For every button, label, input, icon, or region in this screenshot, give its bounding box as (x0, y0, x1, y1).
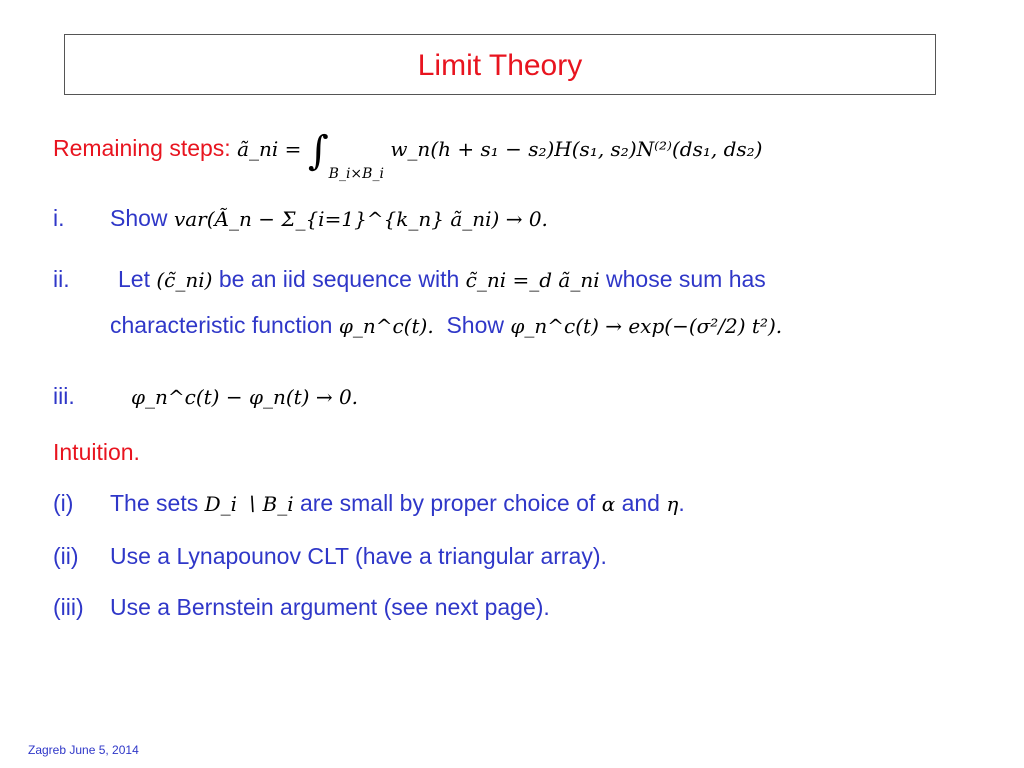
intuition-i-and: and (621, 490, 660, 516)
step-i-text (110, 205, 548, 232)
intuition-i-alpha: α (601, 492, 616, 516)
remaining-eq-lhs: ã_ni = (237, 137, 302, 161)
integral-subscript: B_i×B_i (328, 166, 384, 182)
step-ii-limit: φ_n^c(t) → exp(−(σ²/2) t²). (510, 314, 783, 338)
intuition-i-pre: The sets (110, 490, 199, 516)
step-ii-marker: ii. (53, 266, 70, 292)
integral-symbol: ∫ (307, 128, 329, 174)
intuition-i-mid: are small by proper choice of (299, 490, 596, 516)
intuition-i-marker: (i) (53, 490, 74, 516)
intuition-heading: Intuition. (53, 439, 140, 465)
step-i-show: Show (110, 205, 168, 231)
remaining-steps-label: Remaining steps: (53, 135, 231, 161)
step-ii-eq: c̃_ni =_d ã_ni (465, 268, 600, 292)
step-ii-phi: φ_n^c(t). (338, 314, 434, 338)
remaining-eq-rhs: w_n(h + s₁ − s₂)H(s₁, s₂)N⁽²⁾(ds₁, ds₂) (390, 137, 763, 161)
step-ii-show: Show (446, 312, 504, 338)
step-ii-line1 (118, 266, 766, 293)
intuition-i-math1: D_i ∖ B_i (204, 492, 294, 516)
step-iii-marker: iii. (53, 383, 75, 409)
footer: Zagreb June 5, 2014 (28, 743, 139, 757)
intuition-i-text (110, 490, 685, 517)
intuition-ii-marker: (ii) (53, 543, 79, 569)
intuition-iii-text: Use a Bernstein argument (see next page). (110, 594, 550, 620)
step-ii-mid: be an iid sequence with (218, 266, 460, 292)
step-ii-line2 (110, 312, 782, 339)
intuition-i-end: . (678, 490, 685, 516)
remaining-steps-line (53, 128, 762, 182)
step-ii-let: Let (118, 266, 150, 292)
title-box (64, 34, 936, 95)
slide-title: Limit Theory (417, 49, 583, 82)
step-i-marker: i. (53, 205, 65, 231)
step-ii-tail: whose sum has (606, 266, 766, 292)
intuition-iii-marker: (iii) (53, 594, 84, 620)
step-ii-seq: (c̃_ni) (156, 268, 213, 292)
step-i-expr: var(Ã_n − Σ_{i=1}^{k_n} ã_ni) → 0. (173, 207, 548, 231)
step-ii-charfn: characteristic function (110, 312, 333, 338)
intuition-i-eta: η (666, 492, 679, 516)
step-iii-expr: φ_n^c(t) − φ_n(t) → 0. (131, 385, 359, 409)
intuition-ii-text: Use a Lynapounov CLT (have a triangular array). (110, 543, 607, 569)
step-iii-text (131, 383, 358, 410)
